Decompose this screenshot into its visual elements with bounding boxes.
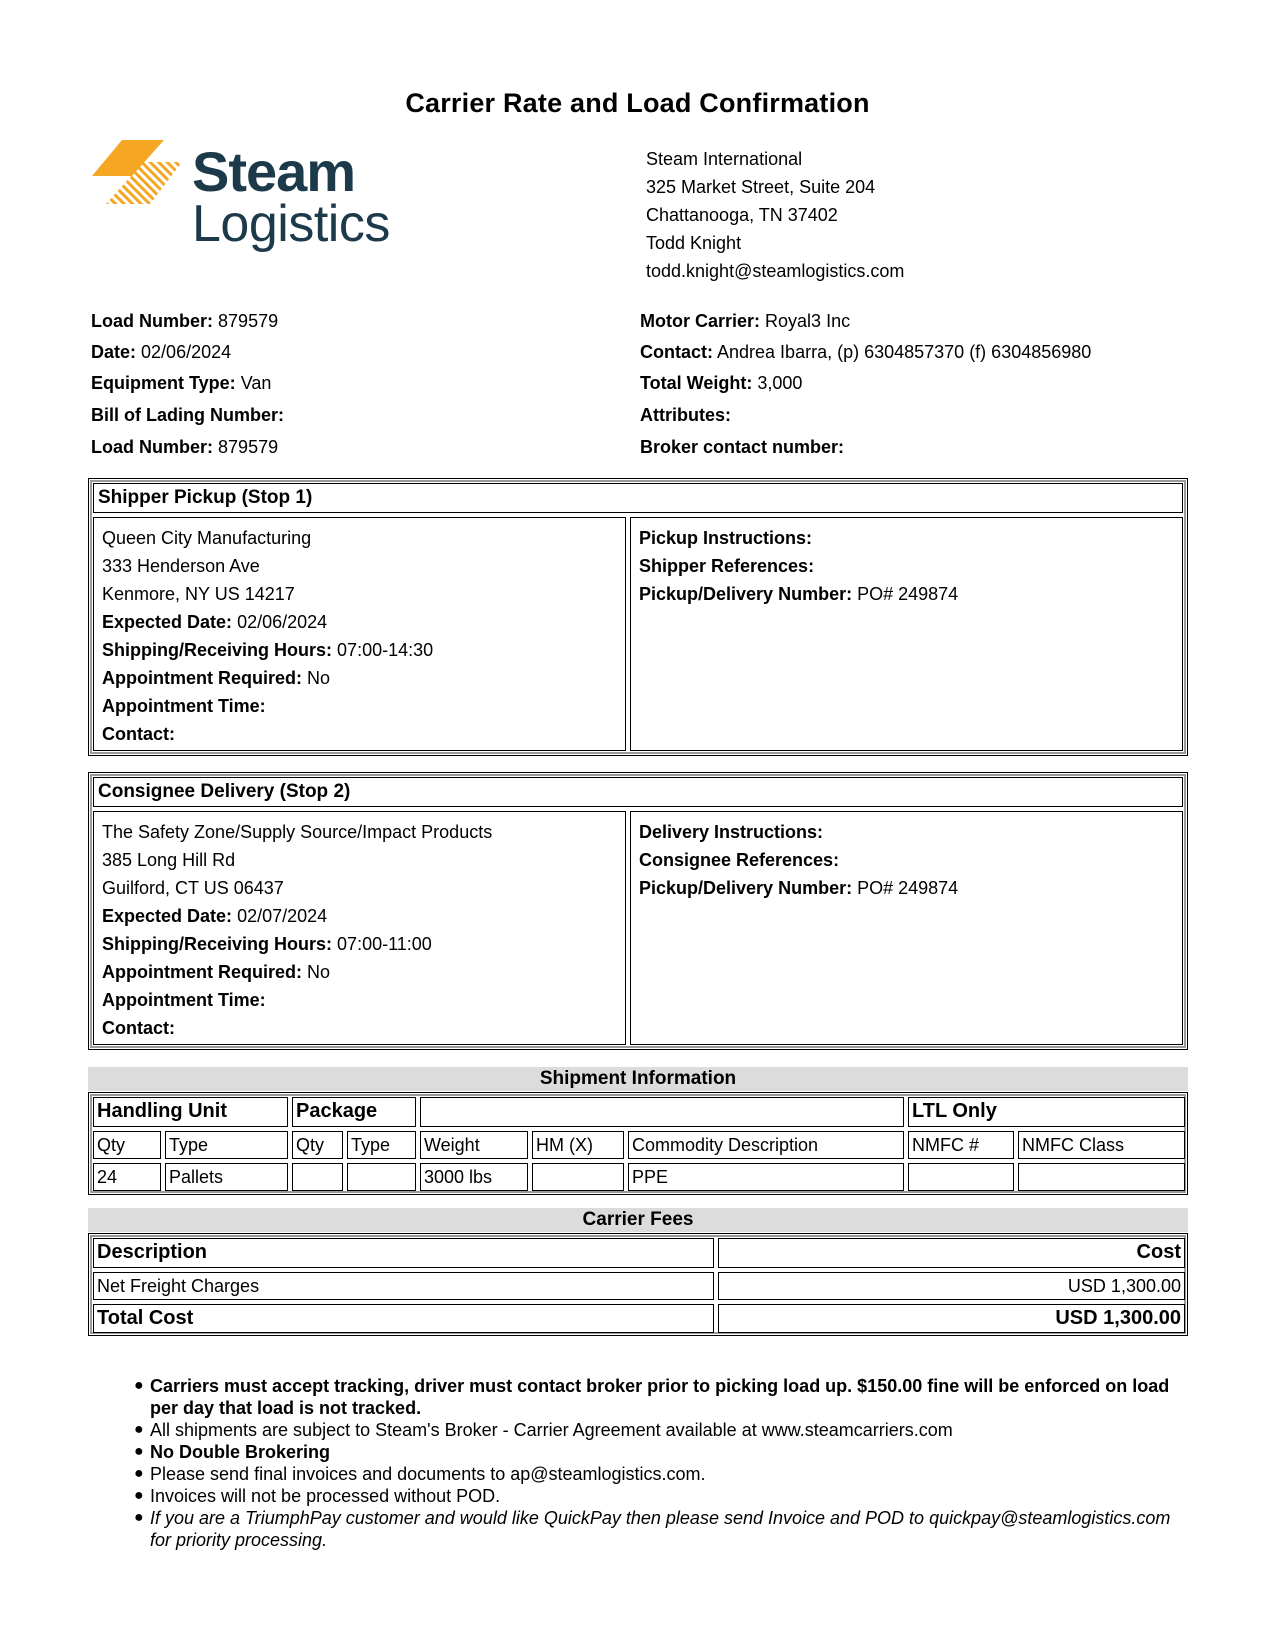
fees-line-cost: USD 1,300.00 [718,1272,1185,1300]
fees-total-value: USD 1,300.00 [718,1304,1185,1333]
detail-motor-carrier: Motor Carrier: Royal3 Inc [640,311,851,331]
detail-load-number-2: Load Number: 879579 [91,437,279,457]
consignee-city: Guilford, CT US 06437 [102,878,284,898]
delivery-instructions-label: Delivery Instructions: [639,822,824,842]
consignee-street: 385 Long Hill Rd [102,850,236,870]
fees-cost-header: Cost [718,1238,1185,1268]
row-weight: 3000 lbs [420,1163,528,1191]
col-header-package-qty: Qty [292,1131,343,1159]
shipment-information-heading: Shipment Information [88,1067,1188,1091]
col-header-weight: Weight [420,1131,528,1159]
row-package-qty [292,1163,343,1191]
carrier-fees-table [88,1233,1188,1336]
row-qty: 24 [93,1163,161,1191]
detail-bol-number: Bill of Lading Number: [91,405,284,425]
detail-total-weight: Total Weight: 3,000 [640,373,803,393]
bullet-icon: ● [134,1487,144,1504]
terms-notes [130,1375,1180,1551]
ltl-only-header: LTL Only [908,1097,1185,1127]
broker-contact-name: Todd Knight [646,233,742,253]
handling-unit-header: Handling Unit [93,1097,288,1127]
col-header-qty: Qty [93,1131,161,1159]
col-header-nmfc-number: NMFC # [908,1131,1014,1159]
shipper-appointment-required: Appointment Required: No [102,668,331,688]
row-package-type [347,1163,416,1191]
fees-line-description: Net Freight Charges [93,1272,714,1300]
detail-date: Date: 02/06/2024 [91,342,232,362]
row-commodity: PPE [628,1163,904,1191]
row-nmfc-number [908,1163,1014,1191]
detail-carrier-contact: Contact: Andrea Ibarra, (p) 6304857370 (f) 6304856980 [640,342,1092,362]
consignee-appointment-time: Appointment Time: [102,990,266,1010]
shipper-appointment-time: Appointment Time: [102,696,266,716]
col-header-nmfc-class: NMFC Class [1018,1131,1185,1159]
detail-equipment-type: Equipment Type: Van [91,373,272,393]
shipper-street: 333 Henderson Ave [102,556,260,576]
company-logo [92,140,422,265]
package-header: Package [292,1097,416,1127]
detail-attributes: Attributes: [640,405,731,425]
shipper-pickup-section [88,478,1188,756]
bullet-icon: ● [134,1421,144,1438]
col-header-hm: HM (X) [532,1131,624,1159]
consignee-expected-date: Expected Date: 02/07/2024 [102,906,328,926]
shipment-table [88,1092,1188,1195]
consignee-delivery-section [88,772,1188,1050]
shipper-contact: Contact: [102,724,175,744]
bullet-icon: ● [134,1465,144,1482]
pickup-instructions-label: Pickup Instructions: [639,528,813,548]
col-header-type: Type [165,1131,288,1159]
note-item: ● Carriers must accept tracking, driver must contact broker prior to picking load up. $150.00 fine will be enforced on load per day that load is not tracked. [134,1376,1170,1418]
shipper-pickup-instructions [630,517,1183,751]
consignee-hours: Shipping/Receiving Hours: 07:00-11:00 [102,934,432,954]
pickup-delivery-number: Pickup/Delivery Number: PO# 249874 [639,584,959,604]
logo-word-steam: Steam [192,140,356,203]
consignee-delivery-instructions [630,811,1183,1045]
consignee-name: The Safety Zone/Supply Source/Impact Products [102,822,493,842]
delivery-pickup-delivery-number: Pickup/Delivery Number: PO# 249874 [639,878,959,898]
broker-street: 325 Market Street, Suite 204 [646,177,876,197]
consignee-delivery-heading: Consignee Delivery (Stop 2) [93,777,1183,807]
note-item: ● No Double Brokering [134,1442,331,1462]
shipper-pickup-address [93,517,626,751]
shipper-city: Kenmore, NY US 14217 [102,584,295,604]
shipper-name: Queen City Manufacturing [102,528,312,548]
carrier-fees-heading: Carrier Fees [88,1208,1188,1232]
note-item: ● All shipments are subject to Steam's Broker - Carrier Agreement available at www.steamcarriers.com [134,1420,953,1440]
logo-mark-icon [92,140,182,210]
fees-description-header: Description [93,1238,714,1268]
row-nmfc-class [1018,1163,1185,1191]
broker-address [646,145,904,285]
col-header-package-type: Type [347,1131,416,1159]
shipper-hours: Shipping/Receiving Hours: 07:00-14:30 [102,640,434,660]
broker-city: Chattanooga, TN 37402 [646,205,838,225]
bullet-icon: ● [134,1443,144,1460]
consignee-delivery-address [93,811,626,1045]
consignee-appointment-required: Appointment Required: No [102,962,331,982]
consignee-references-label: Consignee References: [639,850,840,870]
detail-load-number: Load Number: 879579 [91,311,279,331]
note-item: ● Invoices will not be processed without POD. [134,1486,501,1506]
detail-broker-contact-number: Broker contact number: [640,437,845,457]
fees-total-label: Total Cost [93,1304,714,1333]
row-hm [532,1163,624,1191]
note-item: ● If you are a TriumphPay customer and would like QuickPay then please send Invoice and POD to quickpay@steamlogistics.com for priority processing. [134,1508,1171,1550]
col-header-commodity: Commodity Description [628,1131,904,1159]
broker-company: Steam International [646,149,803,169]
note-item: ● Please send final invoices and documents to ap@steamlogistics.com. [134,1464,706,1484]
blank-group-header [420,1097,904,1127]
row-type: Pallets [165,1163,288,1191]
shipper-references-label: Shipper References: [639,556,815,576]
bullet-icon: ● [134,1509,144,1526]
logo-word-logistics: Logistics [192,195,390,253]
consignee-contact: Contact: [102,1018,175,1038]
bullet-icon: ● [134,1377,144,1394]
shipper-expected-date: Expected Date: 02/06/2024 [102,612,328,632]
shipper-pickup-heading: Shipper Pickup (Stop 1) [93,483,1183,513]
page-title: Carrier Rate and Load Confirmation [405,88,870,118]
broker-email[interactable]: todd.knight@steamlogistics.com [646,261,905,281]
